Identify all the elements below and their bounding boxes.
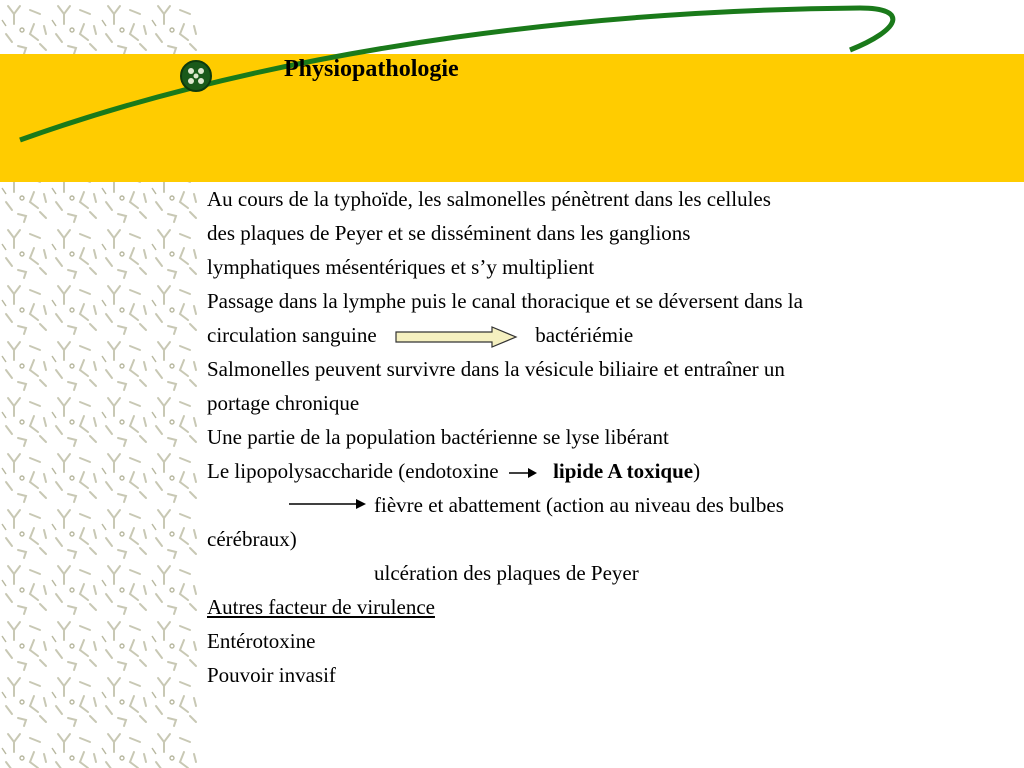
small-arrow-icon (508, 466, 538, 480)
text-line-10: fièvre et abattement (action au niveau des bulbes (374, 493, 784, 517)
text-line-5 (207, 323, 633, 348)
text-line-2: des plaques de Peyer et se disséminent dans les ganglions (207, 221, 691, 245)
text-line-8: Une partie de la population bactérienne se lyse libérant (207, 425, 669, 449)
lps-text: Le lipopolysaccharide (endotoxine (207, 459, 499, 483)
decorative-curve (0, 0, 1024, 200)
text-line-4: Passage dans la lymphe puis le canal thoracique et se déversent dans la (207, 289, 803, 313)
text-line-7: portage chronique (207, 391, 360, 415)
block-arrow-icon (394, 326, 522, 348)
slide-title: Physiopathologie (284, 56, 459, 82)
text-line-14: Entérotoxine (207, 629, 316, 653)
text-line-3: lymphatiques mésentériques et s’y multiplient (207, 255, 595, 279)
lipide-a-text: lipide A toxique (553, 459, 694, 483)
circulation-text: circulation sanguine (207, 323, 377, 347)
text-line-1: Au cours de la typhoïde, les salmonelles pénètrent dans les cellules (207, 187, 771, 211)
text-line-11: cérébraux) (207, 527, 297, 551)
text-line-13: Autres facteur de virulence (207, 595, 435, 619)
text-line-15: Pouvoir invasif (207, 663, 336, 687)
closing-paren: ) (693, 459, 701, 483)
text-line-12: ulcération des plaques de Peyer (374, 561, 639, 585)
bullet-emblem-icon (181, 61, 211, 91)
bacteriemie-text: bactériémie (535, 323, 634, 347)
text-line-6: Salmonelles peuvent survivre dans la vésicule biliaire et entraîner un (207, 357, 785, 381)
long-arrow-icon (288, 497, 368, 511)
text-line-9 (207, 459, 700, 484)
